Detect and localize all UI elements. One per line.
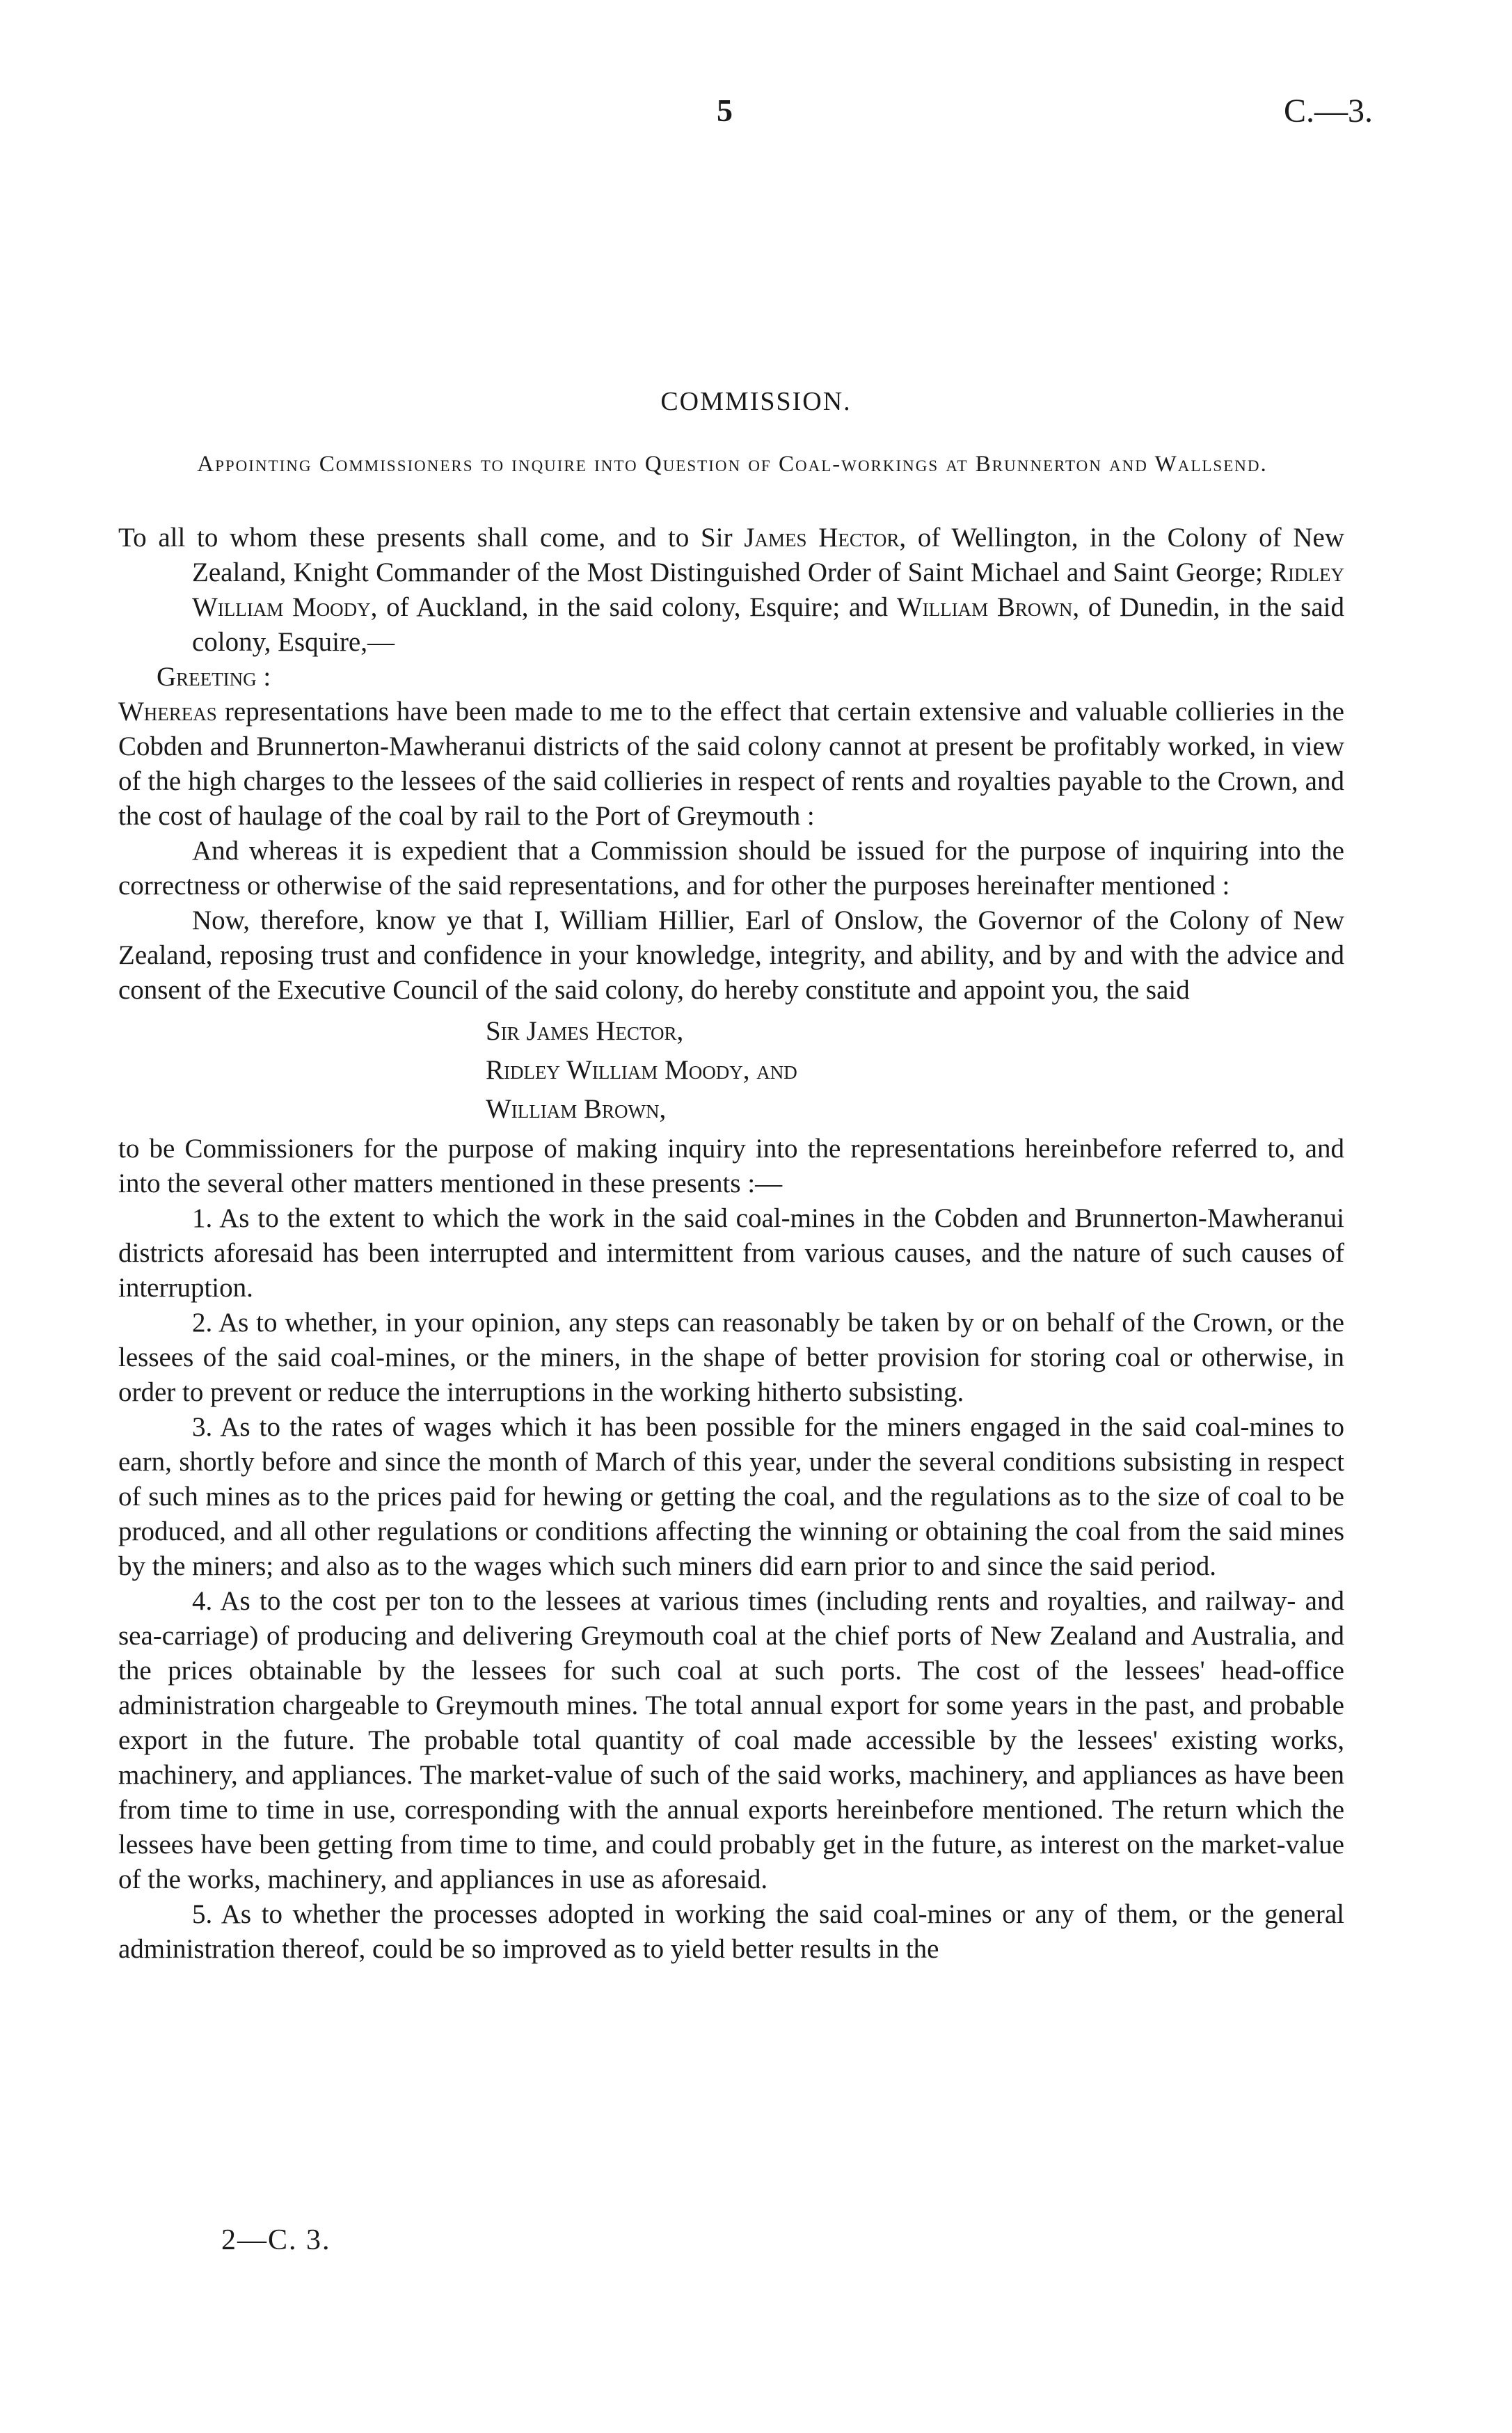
whereas-paragraph	[118, 695, 1344, 834]
document-body	[118, 521, 1344, 1967]
greeting: Greeting :	[157, 662, 271, 692]
expedient-paragraph: And whereas it is expedient that a Commission should be issued for the purpose of inquiring into the correctness or otherwise of the said representations, and for other the purposes hereinafter mentioned :	[118, 836, 1344, 901]
address-text: , of Dunedin, in the said colony, Esquire,—	[192, 592, 1344, 657]
name-ridley-william-moody: Ridley William Moody	[192, 557, 1344, 622]
purpose-paragraph: to be Commissioners for the purpose of making inquiry into the representations hereinbefore referred to, and into the several other matters mentioned in these presents :—	[118, 1134, 1344, 1198]
commissioner-name: Sir James Hector,	[486, 1016, 684, 1046]
page-number: 5	[717, 93, 733, 128]
address-text: To all to whom these presents shall come, and to Sir	[118, 523, 745, 553]
address-paragraph	[118, 521, 1344, 660]
whereas-text: representations have been made to me to the effect that certain extensive and valuable collieries in the Cobden and Brunnerton-Mawheranui districts of the said colony cannot at present be profitably worked, in view of the high charges to the lessees of the said collieries in respect of rents and royalties payable to the Crown, and the cost of haulage of the coal by rail to the Port of Greymouth :	[118, 697, 1344, 831]
list-item: 5. As to whether the processes adopted in working the said coal-mines or any of them, or the general administration thereof, could be so improved as to yield better results in the	[118, 1899, 1344, 1964]
address-text: , of Auckland, in the said colony, Esquire; and	[370, 592, 897, 622]
commissioner-name: William Brown,	[486, 1094, 667, 1124]
appointment-paragraph: Now, therefore, know ye that I, William Hillier, Earl of Onslow, the Governor of the Colony of New Zealand, reposing trust and confidence in your knowledge, integrity, and ability, and by and with the advice and consent of the Executive Council of the said colony, do hereby constitute and appoint you, the said	[118, 905, 1344, 1005]
document-code: C.—3.	[1284, 93, 1374, 129]
list-item: 3. As to the rates of wages which it has been possible for the miners engaged in the said coal-mines to earn, shortly before and since the month of March of this year, under the several conditions subsisting in respect of such mines as to the prices paid for hewing or getting the coal, and the regulations as to the size of coal to be produced, and all other regulations or conditions affecting the winning or obtaining the coal from the said mines by the miners; and also as to the wages which such miners did earn prior to and since the said period.	[118, 1412, 1344, 1581]
name-james-hector: James Hector	[744, 523, 900, 553]
list-item: 2. As to whether, in your opinion, any steps can reasonably be taken by or on behalf of the Crown, or the lessees of the said coal-mines, or the miners, in the shape of better provision for storing coal or otherwise, in order to prevent or reduce the interruptions in the working hitherto subsisting.	[118, 1308, 1344, 1407]
footer-signature: 2—C. 3.	[221, 2224, 331, 2256]
list-item: 4. As to the cost per ton to the lessees at various times (including rents and royalties, and railway- and sea-carriage) of producing and delivering Greymouth coal at the chief ports of New Zealand and Australia, and the prices obtainable by the lessees for such coal at such ports. The cost of the lessees' head-office administration chargeable to Greymouth mines. The total annual export for some years in the past, and probable export in the future. The probable total quantity of coal made accessible by the lessees' existing works, machinery, and appliances. The market-value of such of the said works, machinery, and appliances as have been from time to time in use, corresponding with the annual exports hereinbefore mentioned. The return which the lessees have been getting from time to time, and could probably get in the future, as interest on the market-value of the works, machinery, and appliances in use as aforesaid.	[118, 1586, 1344, 1894]
commissioner-name: Ridley William Moody, and	[486, 1055, 797, 1085]
name-william-brown: William Brown	[896, 592, 1073, 622]
address-text: , of Wellington, in the Colony of New Zealand, Knight Commander of the Most Distinguished Order of Saint Michael and Saint George;	[192, 523, 1345, 587]
subtitle: Appointing Commissioners to inquire into Question of Coal-workings at Brunnerton and Wallsend.	[197, 452, 1268, 477]
list-item: 1. As to the extent to which the work in the said coal-mines in the Cobden and Brunnerton-Mawheranui districts aforesaid has been interrupted and intermittent from various causes, and the nature of such causes of interruption.	[118, 1203, 1344, 1303]
whereas-lead: Whereas	[118, 697, 217, 727]
page-title: COMMISSION.	[660, 387, 852, 416]
commissioner-list	[118, 1012, 1344, 1129]
